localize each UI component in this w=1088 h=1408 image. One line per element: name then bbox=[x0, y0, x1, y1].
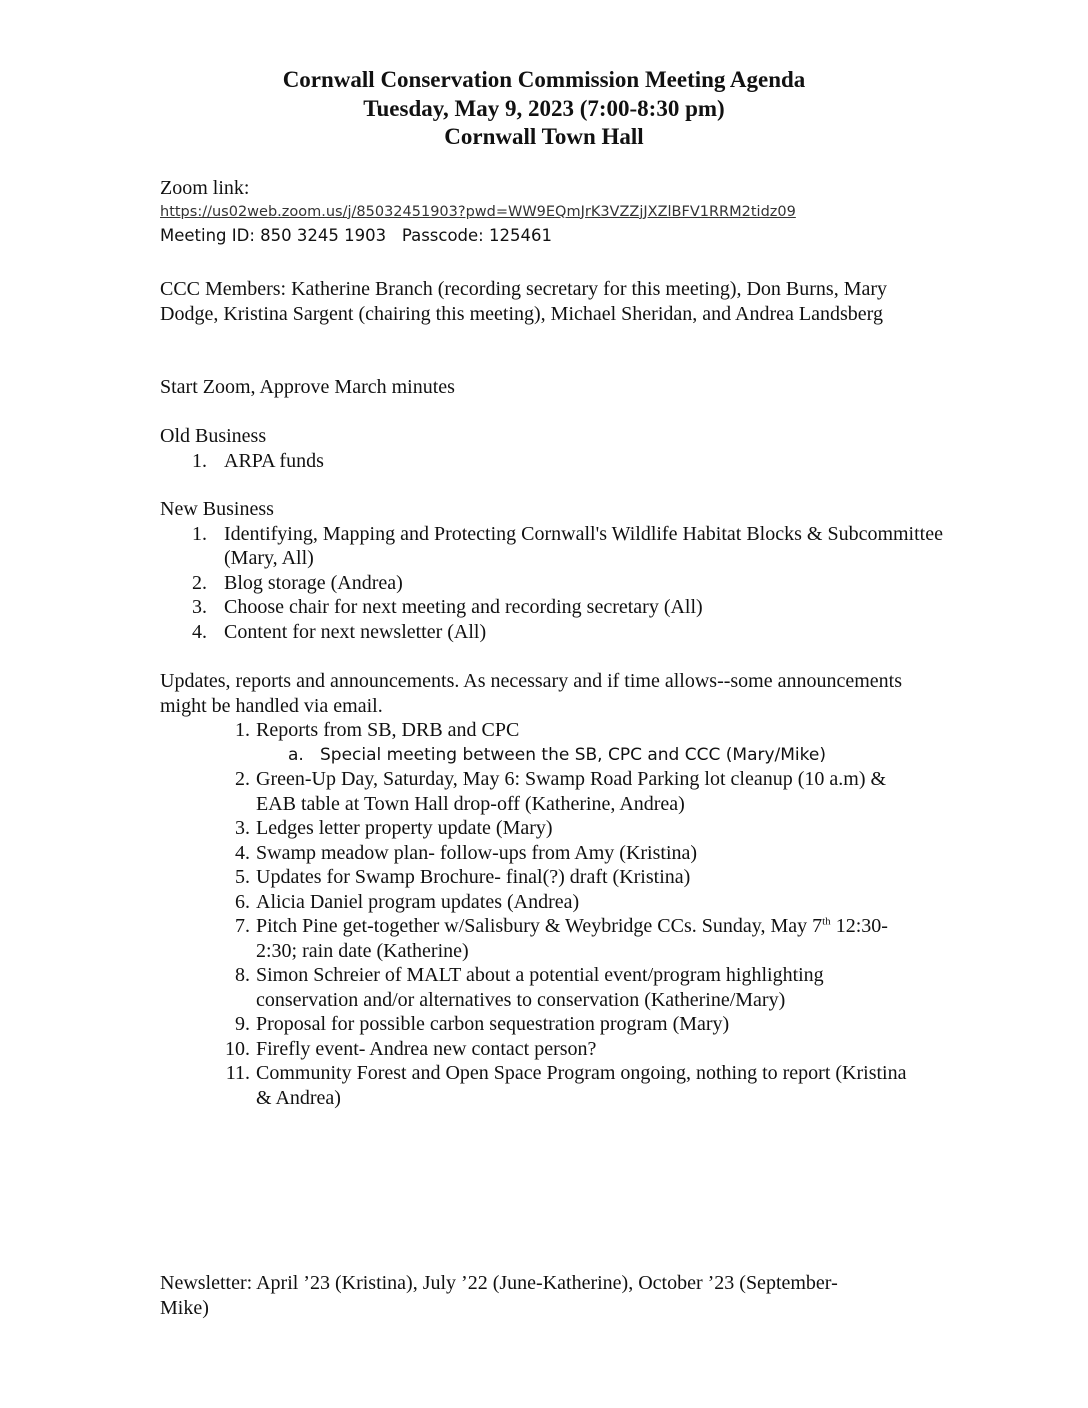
item-text: Choose chair for next meeting and recording secretary (All) bbox=[224, 596, 703, 618]
newsletter-schedule: Newsletter: April ’23 (Kristina), July ’22 (June-Katherine), October ’23 (September-Mike) bbox=[160, 1272, 838, 1319]
item-text: Reports from SB, DRB and CPC bbox=[256, 719, 520, 741]
item-text: Swamp meadow plan- follow-ups from Amy (Kristina) bbox=[256, 841, 698, 864]
list-item bbox=[160, 1012, 920, 1037]
meeting-id: Meeting ID: 850 3245 1903 bbox=[160, 225, 387, 245]
item-text-part-a: Pitch Pine get-together w/Salisbury & Weybridge CCs. Sunday, May 7 bbox=[256, 915, 823, 937]
meeting-passcode: Passcode: 125461 bbox=[401, 225, 552, 245]
item-text-part-b: 12:30-2:30; rain date (Katherine) bbox=[256, 915, 888, 962]
item-text: Updates for Swamp Brochure- final(?) draft (Kristina) bbox=[256, 866, 691, 888]
list-item bbox=[160, 1061, 920, 1110]
item-letter: a. bbox=[288, 744, 304, 765]
item-text: ARPA funds bbox=[224, 449, 324, 472]
item-number: 4. bbox=[235, 841, 250, 864]
members-paragraph: CCC Members: Katherine Branch (recording secretary for this meeting), Don Burns, Mary Dodge, Kristina Sargent (chairing this meeting), Michael Sheridan, and Andrea Landsberg bbox=[160, 278, 888, 325]
list-item bbox=[160, 571, 960, 596]
new-business-heading: New Business bbox=[160, 498, 274, 520]
list-item bbox=[160, 767, 920, 816]
document-title: Cornwall Conservation Commission Meeting Agenda bbox=[282, 67, 806, 92]
item-number: 7. bbox=[235, 915, 250, 937]
item-number: 2. bbox=[192, 571, 207, 594]
meeting-location: Cornwall Town Hall bbox=[444, 124, 644, 149]
item-text: Special meeting between the SB, CPC and CCC (Mary/Mike) bbox=[320, 744, 826, 765]
meeting-credentials bbox=[160, 223, 1060, 249]
list-item bbox=[160, 914, 920, 963]
list-item bbox=[160, 595, 960, 620]
item-text: Green-Up Day, Saturday, May 6: Swamp Road Parking lot cleanup (10 a.m) & EAB table at Town Hall drop-off (Katherine, Andrea) bbox=[256, 768, 887, 815]
item-number: 1. bbox=[192, 449, 207, 472]
item-text: Content for next newsletter (All) bbox=[224, 620, 487, 643]
new-business-section bbox=[160, 497, 960, 644]
item-text: Proposal for possible carbon sequestration program (Mary) bbox=[256, 1013, 730, 1035]
item-number: 2. bbox=[235, 768, 250, 790]
zoom-info bbox=[160, 176, 1060, 249]
start-line: Start Zoom, Approve March minutes bbox=[160, 376, 455, 398]
item-number: 1. bbox=[192, 522, 207, 545]
item-number: 1. bbox=[235, 719, 250, 741]
item-text: Simon Schreier of MALT about a potential event/program highlighting conservation and/or alternatives to conservation (Katherine/Mary) bbox=[256, 964, 824, 1011]
item-number: 6. bbox=[235, 890, 250, 913]
meeting-date: Tuesday, May 9, 2023 (7:00-8:30 pm) bbox=[363, 95, 725, 121]
item-number: 4. bbox=[192, 620, 207, 643]
item-number: 9. bbox=[235, 1013, 250, 1035]
item-text: Community Forest and Open Space Program ongoing, nothing to report (Kristina & Andrea) bbox=[256, 1062, 907, 1109]
list-item bbox=[160, 1037, 920, 1062]
new-business-list bbox=[160, 522, 960, 645]
ordinal-suffix: th bbox=[822, 915, 831, 928]
item-number: 3. bbox=[192, 596, 207, 618]
list-item bbox=[160, 718, 920, 743]
item-number: 3. bbox=[235, 817, 250, 839]
list-subitem bbox=[160, 743, 920, 768]
list-item bbox=[160, 963, 920, 1012]
list-item bbox=[160, 841, 920, 866]
zoom-link[interactable]: https://us02web.zoom.us/j/85032451903?pwd=WW9EQmJrK3VZZjJXZlBFV1RRM2tidz09 bbox=[160, 203, 796, 220]
old-business-heading: Old Business bbox=[160, 425, 267, 447]
item-text: Identifying, Mapping and Protecting Cornwall's Wildlife Habitat Blocks & Subcommittee (Mary, All) bbox=[224, 522, 943, 569]
item-number: 8. bbox=[235, 964, 250, 986]
item-number: 10. bbox=[225, 1037, 250, 1060]
updates-section bbox=[160, 669, 920, 1110]
item-number: 5. bbox=[235, 866, 250, 888]
item-text: Blog storage (Andrea) bbox=[224, 571, 403, 594]
list-item bbox=[160, 620, 960, 645]
list-item bbox=[160, 890, 920, 915]
item-number: 11. bbox=[225, 1062, 250, 1084]
old-business-list bbox=[160, 449, 960, 474]
item-text: Firefly event- Andrea new contact person? bbox=[256, 1037, 597, 1060]
item-text: Alicia Daniel program updates (Andrea) bbox=[256, 890, 580, 913]
list-item bbox=[160, 816, 920, 841]
list-item bbox=[160, 449, 960, 474]
old-business-section bbox=[160, 424, 960, 473]
list-item bbox=[160, 522, 960, 571]
item-text: Ledges letter property update (Mary) bbox=[256, 817, 553, 839]
zoom-label: Zoom link: bbox=[160, 177, 250, 199]
updates-list bbox=[160, 718, 920, 1110]
agenda-header bbox=[0, 66, 1088, 152]
list-item bbox=[160, 865, 920, 890]
updates-intro: Updates, reports and announcements. As necessary and if time allows--some announcements might be handled via email. bbox=[160, 670, 903, 717]
